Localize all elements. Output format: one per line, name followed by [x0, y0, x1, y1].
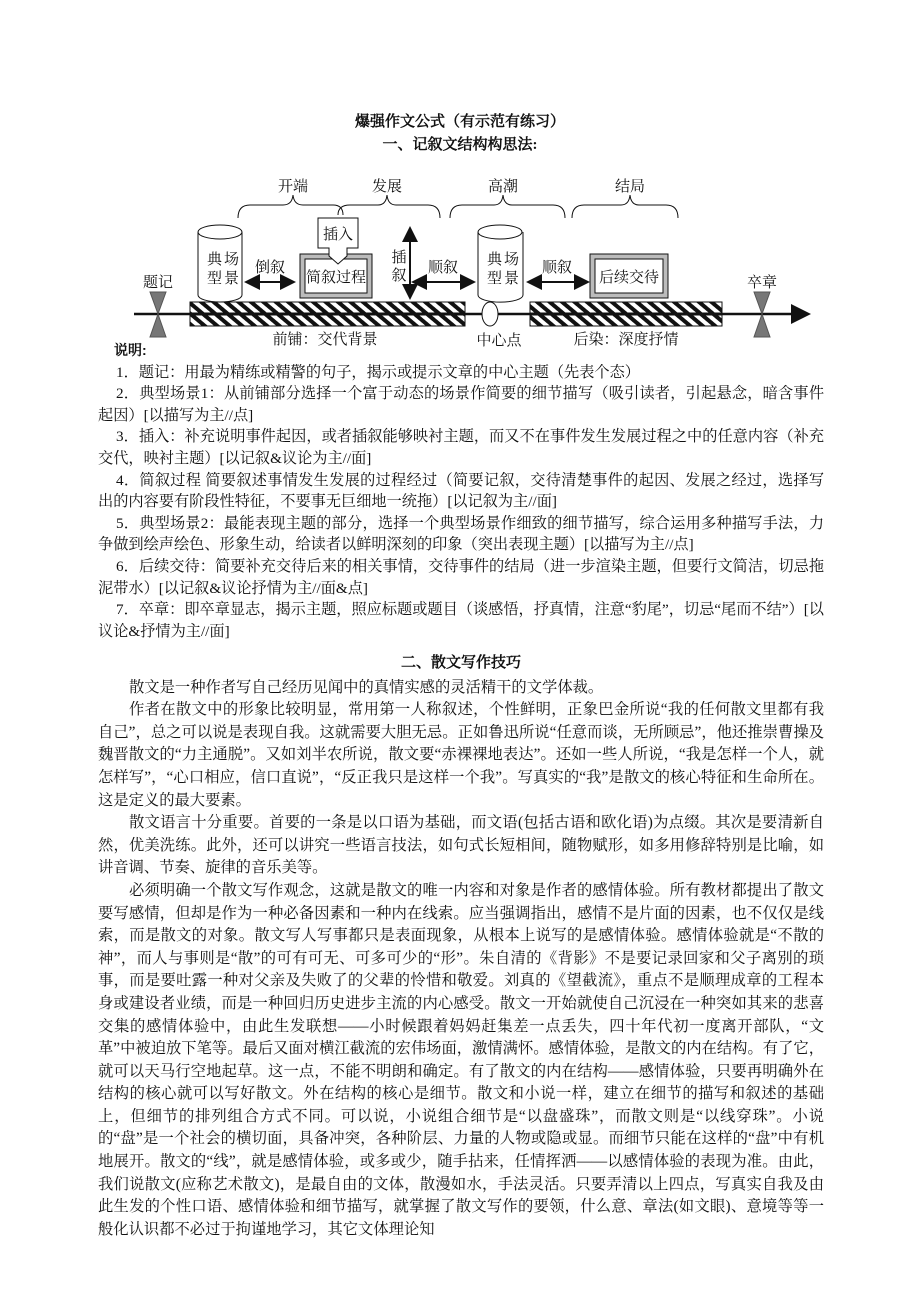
before-hatched-bar: [190, 315, 465, 326]
section2-title: 二、散文写作技巧: [400, 654, 521, 671]
scene1-char: 典: [207, 252, 223, 268]
title-note-label: 题记: [142, 275, 174, 291]
follow-up-label: 后续交待: [598, 270, 660, 286]
scene1-char: 景: [224, 271, 240, 287]
note-item: 2．典型场景1：从前铺部分选择一个富于动态的场景作简要的细节描写（吸引读者，引起悬念，暗含事件起因）[以描写为主//点]: [98, 385, 824, 424]
note-item: 5．典型场景2：最能表现主题的部分，选择一个典型场景作细致的细节描写，综合运用多种描写手法，力争做到绘声绘色、形象生动，给读者以鲜明深刻的印象（突出表现主题）[以描写为主//点]: [98, 514, 824, 554]
narrative-structure-diagram: [0, 160, 920, 360]
paragraph: 散文语言十分重要。首要的一条是以口语为基础，而文语(包括古语和欧化语)为点缀。其次是要清新自然，优美洗练。此外，还可以讲究一些语言技法，如句式长短相间，随物赋形，如多用修辞特别是比喻，如讲音调、节奏、旋律的音乐美等。: [98, 814, 824, 877]
section1-title: 一、记叙文结构构思法:: [382, 137, 538, 153]
before-label: 前铺：交代背景: [272, 332, 378, 348]
note-item: 6．后续交待：简要补充交待后来的相关事情，交待事件的结局（进一步渲染主题，但要行文简洁，切忌拖泥带水）[以记叙&议论抒情为主//面&点]: [98, 557, 824, 597]
phase-label-ending: 结局: [614, 179, 646, 195]
phase-label-climax: 高潮: [487, 179, 519, 195]
paragraph: 必须明确一个散文写作观念，这就是散文的唯一内容和对象是作者的感情体验。所有教材都提出了散文要写感情，但却是作为一种必备因素和一种内在线索。应当强调指出，感情不是片面的因素，也不仅仅是线索，而是散文的对象。散文写人写事都只是表面现象，从根本上说写的是感情体验。感情体验就是“不散的神”，而人与事则是“散”的可有可无、可多可少的“形”。朱自清的《背影》不是要记录回家和父子离别的琐事，而是要吐露一种对父亲及失败了的父辈的怜惜和敬爱。刘真的《望截流》，重点不是顺理成章的工程本身或建设者业绩，而是一种回归历史进步主流的内心感受。散文一开始就使自己沉浸在一种突如其来的悲喜交集的感情体验中，由此生发联想——小时候跟着妈妈赶集差一点丢失，四十年代初一度离开部队，“文革”中被迫放下笔等。最后又面对横江截流的宏伟场面，激情满怀。感情体验，是散文的内在结构。有了它，就可以天马行空地起草。这一点，不能不明朗和确定。有了散文的内在结构——感情体验，只要再明确外在结构的核心就可以写好散文。外在结构的核心是细节。散文和小说一样，建立在细节的描写和叙述的基础上，但细节的排列组合方式不同。可以说，小说组合细节是“以盘盛珠”，而散文则是“以线穿珠”。小说的“盘”是一个社会的横切面，具备冲突，各种阶层、力量的人物或隐或显。而细节只能在这样的“盘”中有机地展开。散文的“线”，就是感情体验，或多或少，随手拈来，任情挥洒——以感情体验的表现为准。由此，我们说散文(应称艺术散文)，是最自由的文体，散漫如水，手法灵活。只要弄清以上四点，写真实自我及由此生发的个性口语、感情体验和细节描写，就掌握了散文写作的要领，什么意、章法(如文眼)、意境等等一般化认识都不必过于拘谨地学习，其它文体理论知: [98, 881, 824, 1238]
ending-label: 卒章: [746, 275, 778, 291]
after-hatched-bar: [530, 315, 722, 326]
after-label: 后染：深度抒情: [573, 332, 679, 348]
follow-up-box: [590, 254, 668, 298]
scene2-char: 场: [504, 252, 520, 268]
note-item: 4．简叙过程 简要叙述事情发生发展的过程经过（简要记叙，交待清楚事件的起因、发展之经过，选择写出的内容要有阶段性特征，不要事无巨细地一统拖）[以记叙为主//面]: [98, 471, 824, 511]
phase-braces: [238, 195, 678, 218]
notes-section: [98, 340, 824, 642]
scene2-char: 典: [487, 252, 503, 268]
paragraph: 作者在散文中的形象比较明显，常用第一人称叙述，个性鲜明，正象巴金所说“我的任何散文里都有我自己”，总之可以说是表现自我。这就需要大胆无忌。正如鲁迅所说“任意而谈，无所顾忌”，他还推崇曹操及魏晋散文的“力主通脱”。又如刘半农所说，散文要“赤裸裸地表达”。还如一些人所说，“我是怎样一个人，就怎样写”，“心口相应，信口直说”，“反正我只是这样一个我”。写真实的“我”是散文的核心特征和生命所在。这是定义的最大要素。: [98, 701, 824, 809]
note-item: 7．卒章：即卒章显志，揭示主题，照应标题或题目（谈感悟，抒真情，注意“豹尾”，切忌“尾而不结”）[以议论&抒情为主//面]: [98, 601, 824, 640]
center-point-ellipse: [482, 302, 498, 326]
scene2-char: 景: [504, 271, 520, 287]
summary-process-label: 简叙过程: [305, 270, 367, 286]
typical-scene-2-cylinder: [478, 225, 523, 302]
document-title: 爆强作文公式（有示范有练习）: [354, 114, 565, 130]
flashback-label: 倒叙: [254, 260, 286, 276]
center-point-label: 中心点: [476, 333, 522, 349]
phase-label-start: 开端: [277, 179, 309, 195]
scene2-char: 型: [487, 271, 503, 287]
note-item: 3．插入：补充说明事件起因，或者插叙能够映衬主题，而又不在事件发生发展过程之中的任意内容（补充交代，映衬主题）[以记叙&议论为主//面]: [98, 428, 824, 467]
notes-heading: 说明:: [114, 342, 147, 358]
before-hatched-bar: [190, 302, 465, 313]
scene1-char: 型: [207, 271, 223, 287]
scene1-char: 场: [224, 252, 240, 268]
paragraph: 散文是一种作者写自己经历见闻中的真情实感的灵活精干的文学体裁。: [129, 678, 604, 696]
after-hatched-bar: [530, 302, 722, 313]
interlude-label: 叙: [391, 268, 407, 284]
note-item: 1．题记：用最为精练或精警的句子，揭示或提示文章的中心主题（先表个态）: [116, 363, 640, 381]
phase-label-development: 发展: [371, 179, 403, 195]
prose-writing-section: [98, 652, 824, 1241]
sequence-label-2: 顺叙: [541, 260, 573, 276]
insert-label: 插入: [322, 227, 354, 243]
interlude-label: 插: [391, 250, 407, 266]
typical-scene-1-cylinder: [198, 225, 242, 302]
sequence-label-1: 顺叙: [427, 260, 459, 276]
